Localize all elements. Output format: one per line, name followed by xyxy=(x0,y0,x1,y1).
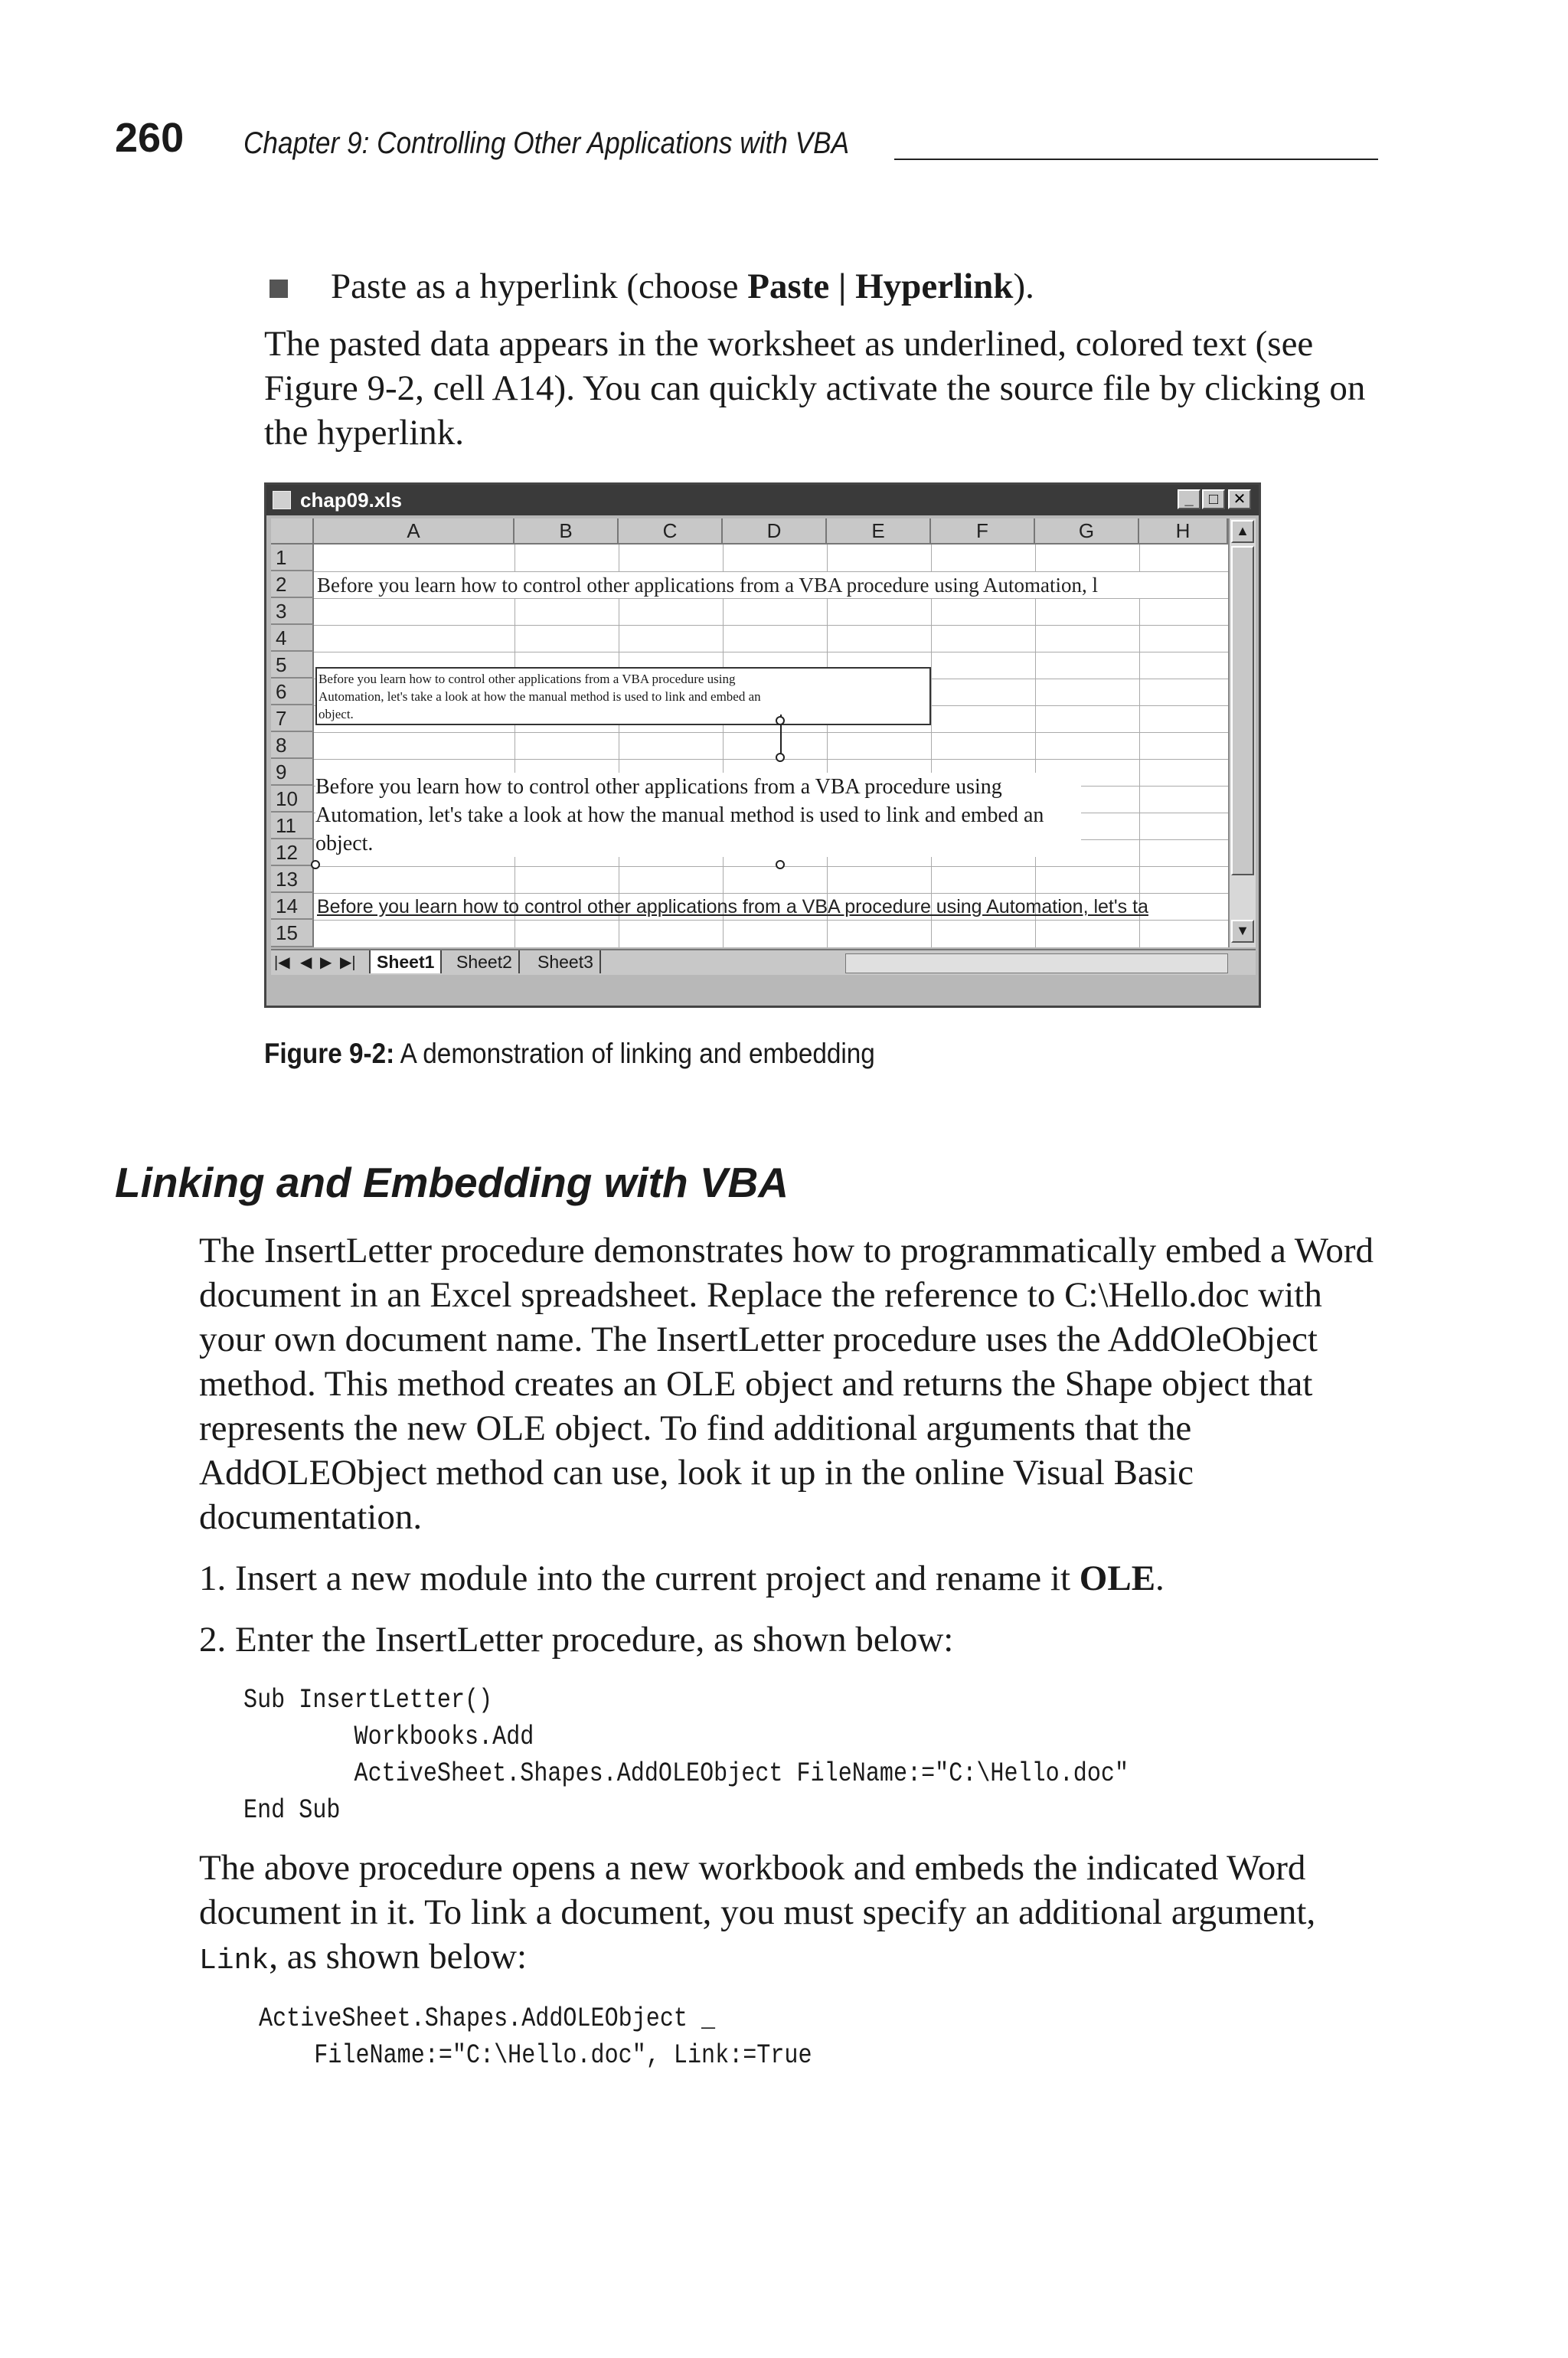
column-header-a[interactable]: A xyxy=(314,518,514,545)
column-header-row xyxy=(271,518,1228,545)
sheet-tab-sheet2[interactable]: Sheet2 xyxy=(450,950,520,973)
column-header-g[interactable]: G xyxy=(1035,518,1139,545)
gridline xyxy=(1035,545,1036,947)
column-header-b[interactable]: B xyxy=(514,518,619,545)
row-header[interactable]: 10 xyxy=(271,786,314,813)
code-block-insertletter: Sub InsertLetter() Workbooks.Add ActiveSheet.Shapes.AddOLEObject FileName:="C:\Hello.doc" End Sub xyxy=(243,1685,1129,1826)
row-header[interactable]: 3 xyxy=(271,598,314,625)
step-2: 2. Enter the InsertLetter procedure, as shown below: xyxy=(199,1620,954,1660)
gridline xyxy=(314,598,1228,599)
step-1: 1. Insert a new module into the current project and rename it OLE. xyxy=(199,1558,1165,1598)
gridline xyxy=(723,545,724,947)
gridline xyxy=(314,866,1228,867)
column-header-d[interactable]: D xyxy=(723,518,827,545)
column-header-h[interactable]: H xyxy=(1139,518,1228,545)
next-sheet-icon[interactable]: ▶ xyxy=(320,954,332,971)
linked-text-box[interactable]: Before you learn how to control other applications from a VBA procedure using Automation, let's take a look at how the manual method is used to link and embed an object. xyxy=(315,667,931,725)
row-header[interactable]: 13 xyxy=(271,866,314,893)
section-heading: Linking and Embedding with VBA xyxy=(115,1159,789,1206)
cell-a2[interactable]: Before you learn how to control other applications from a VBA procedure using Automation, l xyxy=(317,572,1228,598)
row-header[interactable]: 7 xyxy=(271,705,314,732)
row-header[interactable]: 15 xyxy=(271,920,314,947)
worksheet-grid[interactable] xyxy=(271,545,1228,947)
row-header[interactable]: 11 xyxy=(271,813,314,839)
horizontal-scrollbar[interactable] xyxy=(845,953,1228,973)
gridline xyxy=(314,759,1228,760)
gridline xyxy=(514,545,515,947)
paragraph-hyperlink-explanation: The pasted data appears in the worksheet as underlined, colored text (see Figure 9-2, cell A14). You can quickly activate the source file by clicking on the hyperlink. xyxy=(264,324,1366,453)
minimize-button[interactable]: _ xyxy=(1178,489,1200,509)
first-sheet-icon[interactable]: |◀ xyxy=(274,954,290,971)
cell-a14-hyperlink[interactable]: Before you learn how to control other applications from a VBA procedure using Automation, let's ta xyxy=(317,896,1148,917)
row-header[interactable]: 8 xyxy=(271,732,314,759)
sheet-tab-bar xyxy=(271,949,1256,975)
embedded-word-object[interactable]: Before you learn how to control other applications from a VBA procedure using Automation, let's take a look at how the manual method is used to link and embed an object. xyxy=(315,773,1081,857)
row-header[interactable]: 6 xyxy=(271,679,314,705)
resize-handle[interactable] xyxy=(776,753,785,762)
gridline xyxy=(1139,545,1140,947)
page-number: 260 xyxy=(115,115,185,161)
excel-app-icon xyxy=(273,491,291,509)
maximize-button[interactable]: □ xyxy=(1202,489,1225,509)
window-title: chap09.xls xyxy=(300,489,402,512)
column-header-c[interactable]: C xyxy=(619,518,723,545)
gridline xyxy=(827,545,828,947)
column-header-e[interactable]: E xyxy=(827,518,931,545)
scroll-up-arrow-icon[interactable]: ▲ xyxy=(1231,520,1254,543)
resize-handle[interactable] xyxy=(311,860,320,869)
paragraph-insertletter-intro: The InsertLetter procedure demonstrates how to programmatically embed a Word document in an Excel spreadsheet. Replace the reference to C:\Hello.doc with your own document name. The InsertLetter procedure uses the AddOleObject method. This method creates an OLE object and returns the Shape object that represents the new OLE object. To find additional arguments that the AddOLEObject method can use, look it up in the online Visual Basic documentation. xyxy=(199,1231,1374,1537)
figure-label: Figure 9-2: xyxy=(264,1038,395,1069)
row-header[interactable]: 5 xyxy=(271,652,314,679)
scroll-thumb[interactable] xyxy=(1231,546,1254,875)
running-header: Chapter 9: Controlling Other Applications with VBA xyxy=(243,126,850,160)
column-header-f[interactable]: F xyxy=(931,518,1035,545)
row-header[interactable]: 1 xyxy=(271,545,314,571)
row-header[interactable]: 9 xyxy=(271,759,314,786)
gridline xyxy=(314,920,1228,921)
select-all-corner[interactable] xyxy=(271,518,314,545)
gridline xyxy=(314,893,1228,894)
row-header[interactable]: 14 xyxy=(271,893,314,920)
excel-window-screenshot xyxy=(264,482,1261,1008)
resize-handle[interactable] xyxy=(776,860,785,869)
gridline xyxy=(314,625,1228,626)
row-header[interactable]: 12 xyxy=(271,839,314,866)
bullet-item: Paste as a hyperlink (choose Paste | Hyperlink). xyxy=(331,267,1034,306)
row-header[interactable]: 2 xyxy=(271,571,314,598)
gridline xyxy=(931,545,932,947)
paragraph-link-explanation: The above procedure opens a new workbook and embeds the indicated Word document in it. To link a document, you must specify an additional argument, Link, as shown below: xyxy=(199,1848,1316,1977)
sheet-tab-sheet3[interactable]: Sheet3 xyxy=(531,950,601,973)
resize-handle[interactable] xyxy=(776,716,785,725)
vertical-scrollbar[interactable] xyxy=(1228,518,1256,947)
window-titlebar xyxy=(266,485,1259,515)
prev-sheet-icon[interactable]: ◀ xyxy=(300,954,312,971)
menu-command: Paste | Hyperlink xyxy=(747,267,1014,306)
scroll-down-arrow-icon[interactable]: ▼ xyxy=(1231,920,1254,943)
gridline xyxy=(314,732,1228,733)
figure-caption: Figure 9-2: A demonstration of linking and embedding xyxy=(264,1038,875,1069)
close-button[interactable]: ✕ xyxy=(1228,489,1251,509)
bullet-square xyxy=(270,280,288,298)
code-block-link: ActiveSheet.Shapes.AddOLEObject _ FileName:="C:\Hello.doc", Link:=True xyxy=(259,2003,812,2071)
row-header[interactable]: 4 xyxy=(271,625,314,652)
header-rule xyxy=(894,159,1378,160)
inline-code: Link xyxy=(199,1944,270,1977)
sheet-tab-sheet1[interactable]: Sheet1 xyxy=(369,950,442,973)
last-sheet-icon[interactable]: ▶| xyxy=(340,954,356,971)
